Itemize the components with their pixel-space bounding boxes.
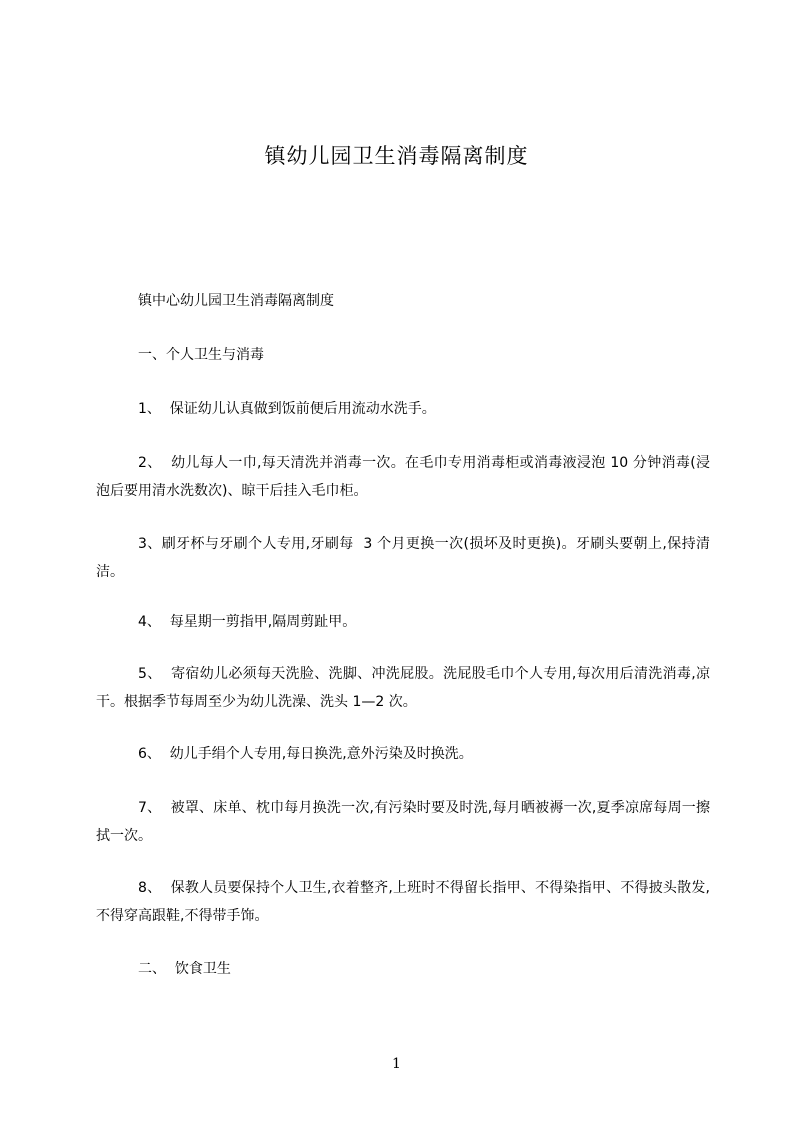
paragraph-item-5: 5、 寄宿幼儿必须每天洗脸、洗脚、冲洗屁股。洗屁股毛巾个人专用,每次用后清洗消毒,凉干。根据季节每周至少为幼儿洗澡、洗头 1—2 次。: [96, 666, 710, 710]
paragraph-item-3: 3、刷牙杯与牙刷个人专用,牙刷每 3 个月更换一次(损坏及时更换)。牙刷头要朝上,保持清洁。: [96, 536, 710, 580]
paragraph-item-8: 8、 保教人员要保持个人卫生,衣着整齐,上班时不得留长指甲、不得染指甲、不得披头散发,不得穿高跟鞋,不得带手饰。: [96, 880, 710, 924]
paragraph-item-7: 7、 被罩、床单、枕巾每月换洗一次,有污染时要及时洗,每月晒被褥一次,夏季凉席每周一擦拭一次。: [96, 800, 710, 844]
section-heading-personal-hygiene: 一、个人卫生与消毒: [138, 347, 264, 363]
paragraph-item-2: 2、 幼儿每人一巾,每天清洗并消毒一次。在毛巾专用消毒柜或消毒液浸泡 10 分钟消毒(浸泡后要用清水洗数次)、晾干后挂入毛巾柜。: [96, 455, 710, 499]
paragraph-item-4: 4、 每星期一剪指甲,隔周剪趾甲。: [138, 614, 357, 630]
document-title: 镇幼儿园卫生消毒隔离制度: [264, 144, 529, 168]
paragraph-item-1: 1、 保证幼儿认真做到饭前便后用流动水洗手。: [138, 401, 436, 417]
page-number: 1: [392, 1056, 401, 1072]
paragraph-subtitle: 镇中心幼儿园卫生消毒隔离制度: [138, 293, 334, 309]
section-heading-food-hygiene: 二、 饮食卫生: [138, 961, 231, 977]
paragraph-item-6: 6、 幼儿手绢个人专用,每日换洗,意外污染及时换洗。: [138, 746, 473, 762]
